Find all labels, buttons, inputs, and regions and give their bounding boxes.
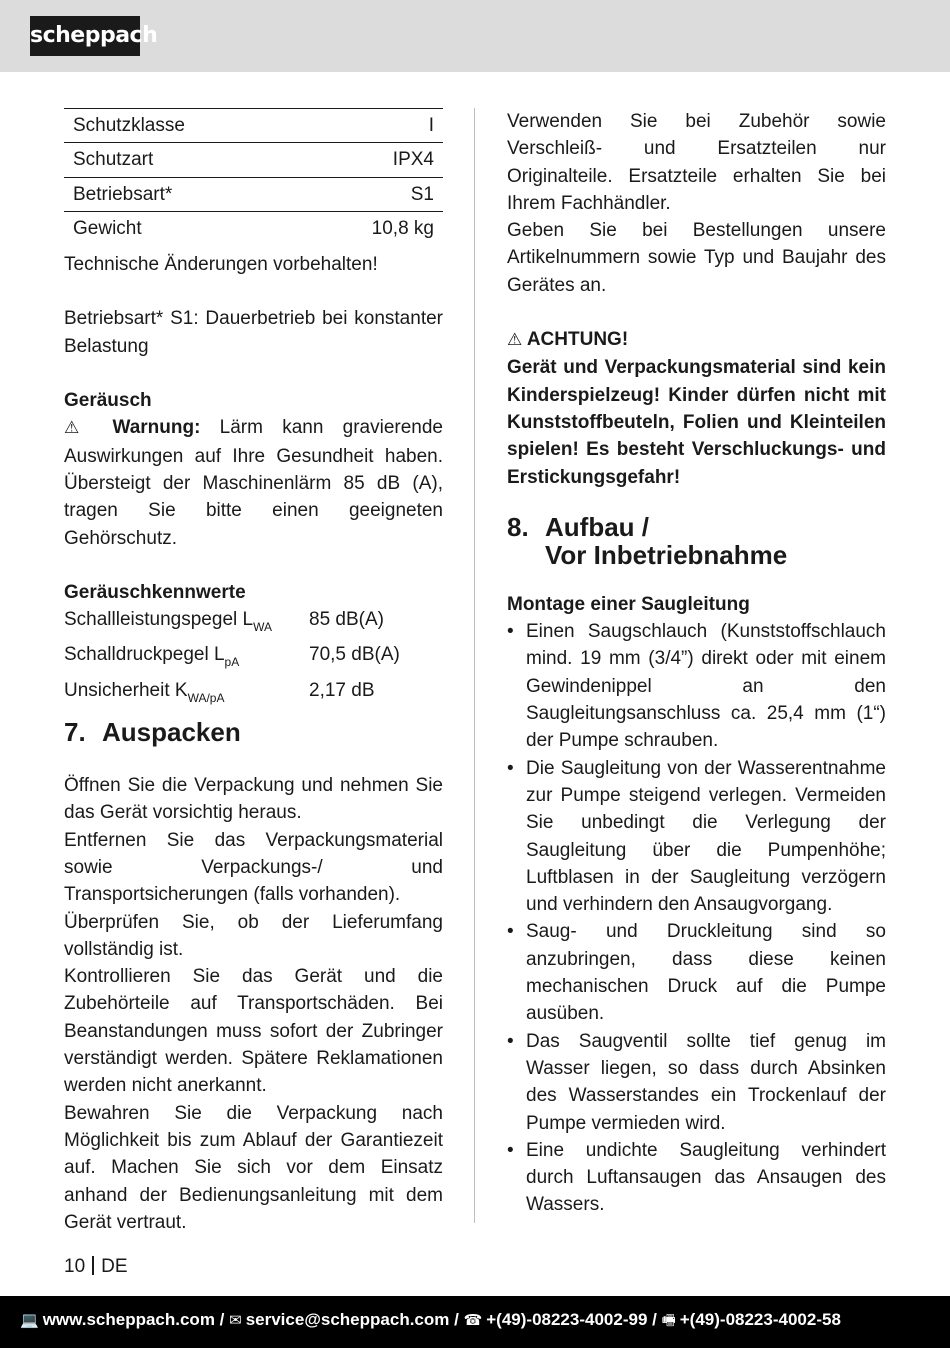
operating-mode-note: Betriebsart* S1: Dauerbetrieb bei konstanter Belastung xyxy=(64,308,443,357)
parts-paragraph: Verwenden Sie bei Zubehör sowie Verschleiß- und Ersatzteilen nur Originalteile. Ersatzteile erhalten Sie bei Ihrem Fachhändler. xyxy=(507,111,886,214)
section-title: Aufbau / xyxy=(545,511,649,542)
noise-value-label: Schalldruckpegel L xyxy=(64,644,225,666)
noise-value-subscript: WA xyxy=(253,620,272,635)
noise-value-row xyxy=(64,641,443,676)
footer-email[interactable]: service@scheppach.com / xyxy=(245,1310,459,1329)
unpack-paragraph: Kontrollieren Sie das Gerät und die Zubehörteile auf Transportschäden. Bei Beanstandungen muss sofort der Zubringer verständigt werden. Spätere Reklamationen werden nicht anerkannt. xyxy=(64,966,443,1097)
page-number-separator xyxy=(92,1256,94,1275)
phone-icon: ☎ xyxy=(463,1311,483,1329)
noise-value: 70,5 dB(A) xyxy=(309,644,400,666)
warning-triangle-icon: ⚠ xyxy=(507,330,523,351)
section-7-heading xyxy=(64,718,443,746)
section-number: 8. xyxy=(507,511,529,542)
spec-value: S1 xyxy=(298,177,443,211)
caution-label: ACHTUNG! xyxy=(526,329,629,351)
page-language: DE xyxy=(101,1256,128,1277)
table-row xyxy=(64,177,443,211)
caution-text: Gerät und Verpackungsmaterial sind kein Kinderspielzeug! Kinder dürfen nicht mit Kunststoffbeuteln, Folien und Kleinteilen spielen! Es besteht Verschluckungs- und Erstickungsgefahr! xyxy=(507,357,886,488)
spec-label: Schutzart xyxy=(64,143,298,177)
list-item: • Saug- und Druckleitung sind so anzubringen, dass diese keinen mechanischen Druck auf die Pumpe ausüben. xyxy=(507,918,886,1027)
page-footer xyxy=(0,1296,950,1348)
section-title-line2: Vor Inbetriebnahme xyxy=(545,539,788,570)
right-column xyxy=(507,108,886,1219)
noise-value-subscript: pA xyxy=(224,655,240,670)
list-item: • Die Saugleitung von der Wasserentnahme zur Pumpe steigend verlegen. Vermeiden Sie unbedingt die Verlegung der Saugleitung über die Pumpenhöhe; Luftblasen in der Saugleitung verzögern und verhindern den Ansaugvorgang. xyxy=(507,755,886,919)
section-8-heading xyxy=(507,513,886,569)
page-number-value: 10 xyxy=(64,1256,86,1277)
left-column xyxy=(64,108,443,1236)
spec-label: Betriebsart* xyxy=(64,177,298,211)
noise-value-label: Unsicherheit K xyxy=(64,679,188,701)
warning-label: Warnung: xyxy=(112,417,201,439)
noise-value-subscript: WA/pA xyxy=(187,690,225,705)
table-row xyxy=(64,109,443,143)
spec-value: IPX4 xyxy=(298,143,443,177)
table-row xyxy=(64,211,443,245)
noise-warning xyxy=(64,414,443,551)
noise-heading: Geräusch xyxy=(64,390,152,412)
noise-value-label: Schallleistungspegel L xyxy=(64,609,254,631)
list-item: • Das Saugventil sollte tief genug im Wasser liegen, so dass durch Absinken des Wasserstandes ein Trockenlauf der Pumpe vermieden wird. xyxy=(507,1028,886,1137)
caution-heading xyxy=(507,326,886,354)
unpack-paragraph: Öffnen Sie die Verpackung und nehmen Sie das Gerät vorsichtig heraus. xyxy=(64,775,443,824)
brand-logo: scheppach xyxy=(30,16,140,56)
footer-website[interactable]: www.scheppach.com / xyxy=(42,1310,225,1329)
footer-fax: +(49)-08223-4002-58 xyxy=(679,1310,841,1329)
list-item: • Einen Saugschlauch (Kunststoffschlauch mind. 19 mm (3/4”) direkt oder mit einem Gewindenippel an den Saugleitungsanschluss ca. 25,4 mm (1“) der Pumpe schrauben. xyxy=(507,618,886,754)
envelope-icon: ✉ xyxy=(229,1311,242,1329)
tech-changes-note: Technische Änderungen vorbehalten! xyxy=(64,254,378,276)
list-item: • Eine undichte Saugleitung verhindert durch Luftansaugen das Ansaugen des Wassers. xyxy=(507,1137,886,1219)
warning-text: Lärm kann gravierende Auswirkungen auf Ihre Gesundheit haben. Übersteigt der Maschinenlärm 85 dB (A), tragen Sie bitte einen geeigneten Gehörschutz. xyxy=(64,417,443,549)
section-title: Auspacken xyxy=(102,717,241,748)
table-row xyxy=(64,143,443,177)
footer-phone: +(49)-08223-4002-99 / xyxy=(486,1310,657,1329)
computer-icon: 💻 xyxy=(20,1311,39,1329)
column-divider xyxy=(474,108,475,1223)
spec-table xyxy=(64,108,443,245)
mount-heading: Montage einer Saugleitung xyxy=(507,593,750,615)
noise-values-heading: Geräuschkennwerte xyxy=(64,581,246,603)
spec-value: I xyxy=(298,109,443,143)
noise-value: 2,17 dB xyxy=(309,679,375,701)
warning-triangle-icon: ⚠ xyxy=(64,418,94,439)
noise-value: 85 dB(A) xyxy=(309,609,384,631)
mount-instructions-list xyxy=(507,618,886,1219)
unpack-paragraph: Bewahren Sie die Verpackung nach Möglichkeit bis zum Ablauf der Garantiezeit auf. Machen Sie sich vor dem Einsatz anhand der Bedienungsanleitung mit dem Gerät vertraut. xyxy=(64,1102,443,1233)
noise-value-row xyxy=(64,606,443,641)
unpack-paragraph: Entfernen Sie das Verpackungsmaterial sowie Verpackungs-/ und Transportsicherungen (falls vorhanden). xyxy=(64,829,443,906)
spec-value: 10,8 kg xyxy=(298,211,443,245)
noise-value-row xyxy=(64,677,443,712)
order-paragraph: Geben Sie bei Bestellungen unsere Artikelnummern sowie Typ und Baujahr des Gerätes an. xyxy=(507,220,886,296)
spec-label: Gewicht xyxy=(64,211,298,245)
fax-icon: 🖷 xyxy=(661,1311,676,1329)
spec-label: Schutzklasse xyxy=(64,109,298,143)
unpack-paragraph: Überprüfen Sie, ob der Lieferumfang vollständig ist. xyxy=(64,911,443,960)
page-header xyxy=(0,0,950,72)
page-number xyxy=(64,1256,128,1278)
section-number: 7. xyxy=(64,717,86,748)
